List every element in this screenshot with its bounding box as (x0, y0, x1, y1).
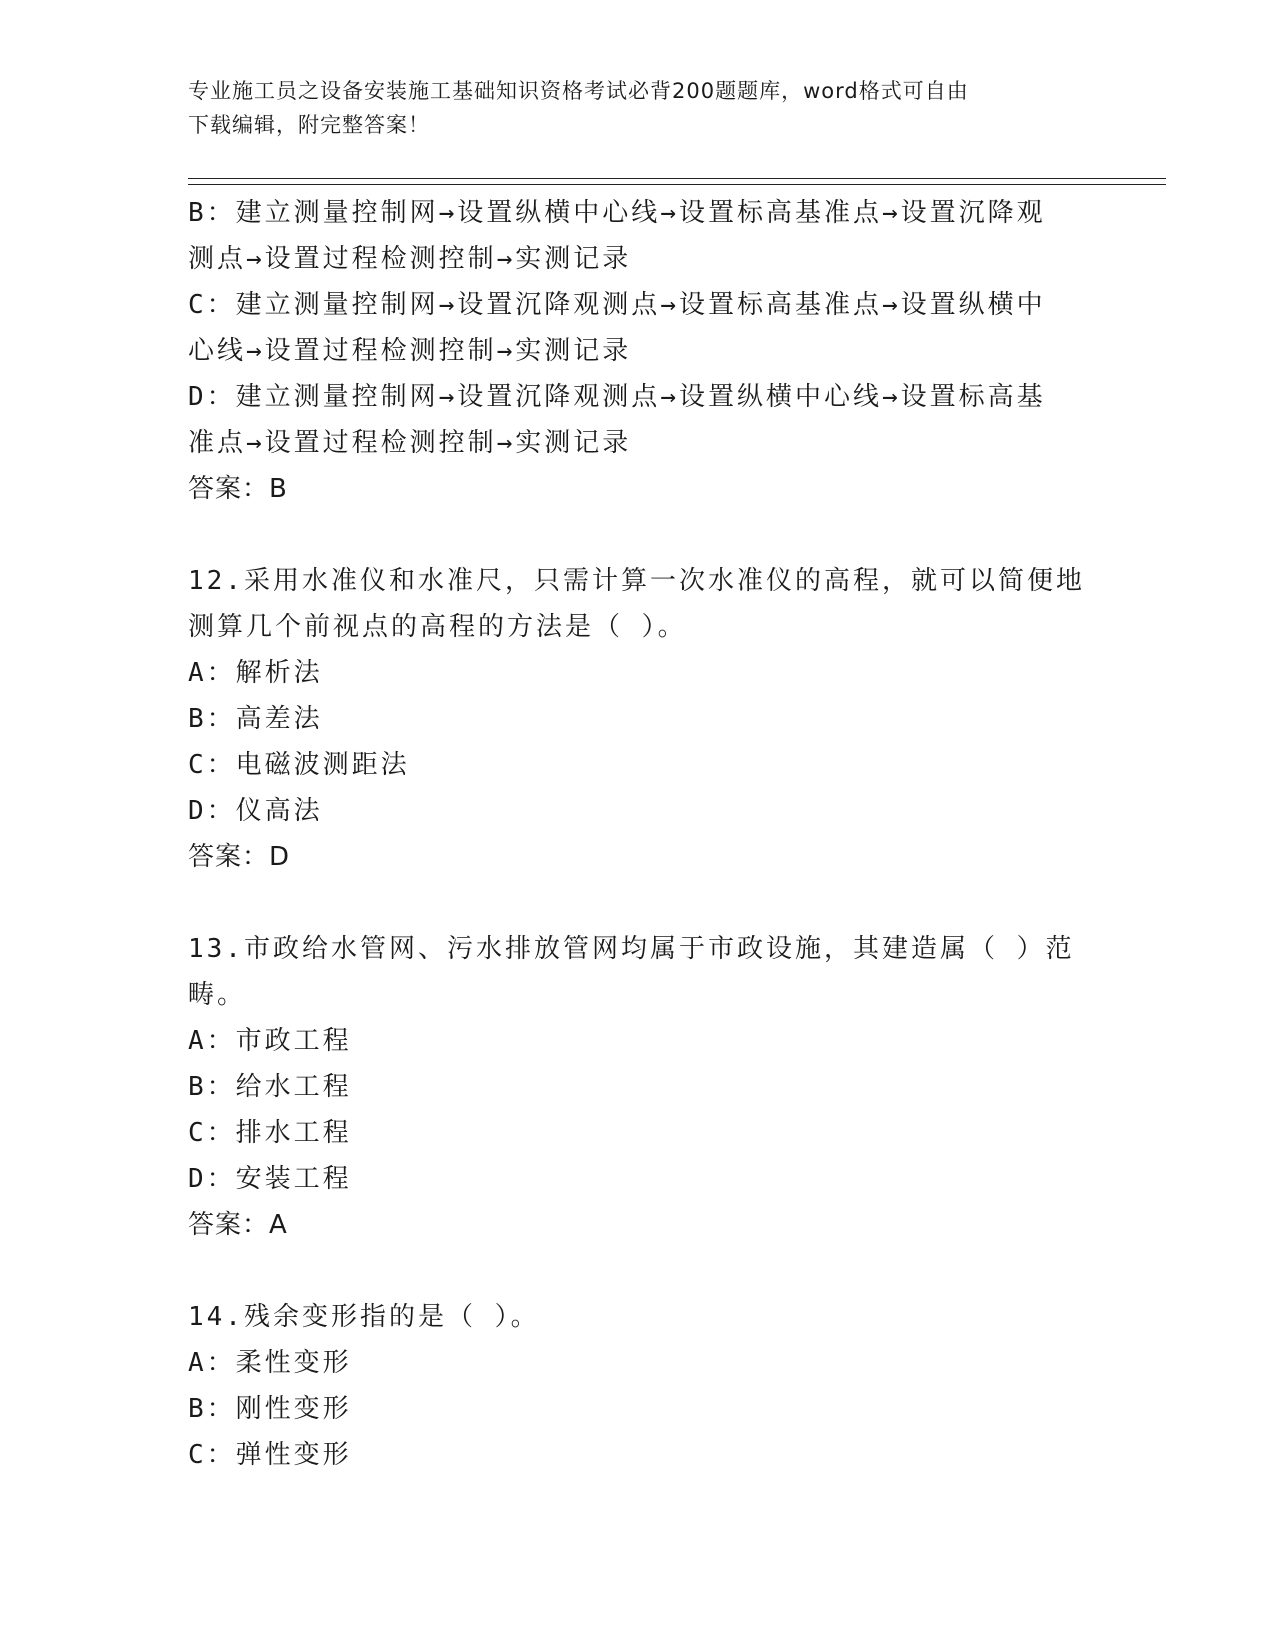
spacer (188, 1248, 1088, 1294)
option-a: A：解析法 (188, 658, 323, 688)
option-b-line-2: 测点→设置过程检测控制→实测记录 (188, 244, 632, 274)
option-b-line-1: B：建立测量控制网→设置纵横中心线→设置标高基准点→设置沉降观 (188, 198, 1046, 228)
document-body (188, 190, 1088, 1478)
option-d: D：仪高法 (188, 796, 323, 826)
option-c: C：电磁波测距法 (188, 750, 410, 780)
option-b: B：高差法 (188, 704, 323, 734)
question-14 (188, 1294, 1088, 1478)
header-title-line-1: 专业施工员之设备安装施工基础知识资格考试必背200题题库，word格式可自由 (188, 79, 969, 103)
answer-label: 答案：D (188, 842, 291, 872)
option-d-line-2: 准点→设置过程检测控制→实测记录 (188, 428, 632, 458)
question-stem-line-2: 测算几个前视点的高程的方法是（ ）。 (188, 612, 687, 642)
option-b: B：给水工程 (188, 1072, 352, 1102)
option-c-line-1: C：建立测量控制网→设置沉降观测点→设置标高基准点→设置纵横中 (188, 290, 1046, 320)
question-stem-line-1: 14.残余变形指的是（ ）。 (188, 1302, 540, 1332)
option-a: A：柔性变形 (188, 1348, 352, 1378)
question-stem-line-1: 13.市政给水管网、污水排放管网均属于市政设施，其建造属（ ）范 (188, 934, 1075, 964)
question-11 (188, 190, 1088, 512)
answer-label: 答案：B (188, 474, 288, 504)
question-stem-line-1: 12.采用水准仪和水准尺，只需计算一次水准仪的高程，就可以简便地 (188, 566, 1085, 596)
option-c: C：排水工程 (188, 1118, 352, 1148)
spacer (188, 512, 1088, 558)
answer-label: 答案：A (188, 1210, 288, 1240)
option-d-line-1: D：建立测量控制网→设置沉降观测点→设置纵横中心线→设置标高基 (188, 382, 1046, 412)
question-stem-line-2: 畴。 (188, 980, 247, 1010)
option-a: A：市政工程 (188, 1026, 352, 1056)
option-b: B：刚性变形 (188, 1394, 352, 1424)
question-12 (188, 558, 1088, 880)
header-divider-top (188, 178, 1166, 179)
option-d: D：安装工程 (188, 1164, 352, 1194)
header-title-line-2: 下载编辑，附完整答案！ (188, 113, 430, 137)
question-13 (188, 926, 1088, 1248)
option-c-line-2: 心线→设置过程检测控制→实测记录 (188, 336, 632, 366)
header-divider-bottom (188, 184, 1166, 185)
option-c: C：弹性变形 (188, 1440, 352, 1470)
document-header (188, 74, 1088, 142)
spacer (188, 880, 1088, 926)
